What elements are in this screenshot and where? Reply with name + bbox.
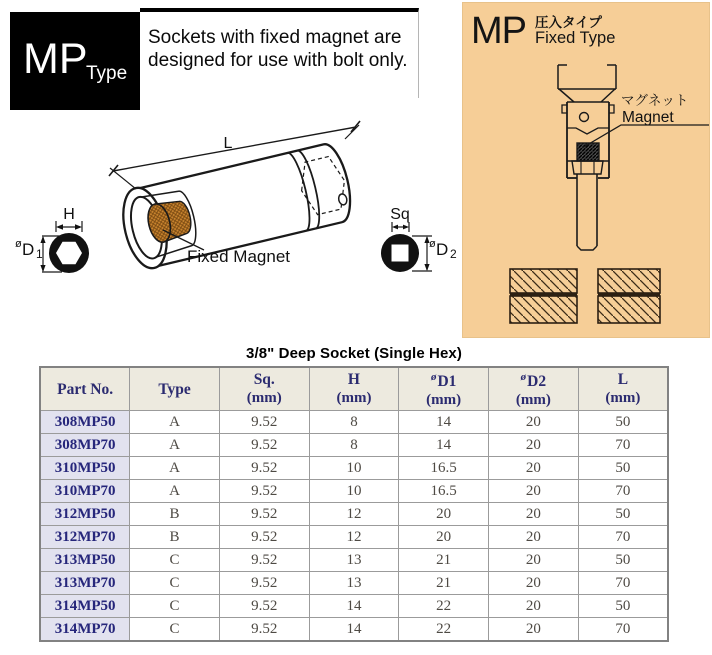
part-number-cell: 312MP70: [40, 526, 130, 549]
spec-table: [39, 366, 669, 642]
table-row: [40, 411, 668, 434]
spec-cell: 9.52: [219, 549, 309, 572]
part-number-cell: 313MP70: [40, 572, 130, 595]
part-number-cell: 308MP50: [40, 411, 130, 434]
spec-cell: 50: [578, 503, 668, 526]
description-box: [140, 8, 419, 98]
description-line1: Sockets with fixed magnet are: [148, 27, 402, 48]
spec-cell: 70: [578, 480, 668, 503]
part-number-cell: 312MP50: [40, 503, 130, 526]
dimension-L: [109, 121, 360, 189]
spec-cell: 70: [578, 526, 668, 549]
spec-cell: 14: [309, 618, 399, 642]
header-row: [40, 367, 668, 411]
svg-text:Sq: Sq: [390, 206, 410, 223]
part-number-cell: 310MP70: [40, 480, 130, 503]
magnet-block: [577, 143, 599, 161]
workpiece-plates: [510, 269, 660, 323]
logo-mp-text: MP: [23, 35, 88, 83]
column-header: L (mm): [578, 367, 668, 411]
spec-cell: 20: [489, 618, 579, 642]
spec-cell: 20: [489, 595, 579, 618]
spec-cell: 22: [399, 618, 489, 642]
spec-cell: 9.52: [219, 457, 309, 480]
svg-text:L: L: [223, 135, 233, 152]
bolt-head: [572, 161, 603, 174]
spec-cell: 20: [489, 503, 579, 526]
svg-text:マグネット: マグネット: [621, 93, 689, 108]
spec-cell: 21: [399, 572, 489, 595]
mp-type-logo: [10, 12, 140, 110]
spec-cell: 20: [489, 434, 579, 457]
part-number-cell: 310MP50: [40, 457, 130, 480]
spec-cell: 10: [309, 480, 399, 503]
bolt-holding-diagram: [463, 51, 709, 337]
spec-cell: 9.52: [219, 434, 309, 457]
spec-cell: 9.52: [219, 526, 309, 549]
spec-cell: 20: [489, 411, 579, 434]
table-row: [40, 618, 668, 642]
spec-cell: 9.52: [219, 480, 309, 503]
spec-cell: C: [130, 549, 220, 572]
svg-text:H: H: [63, 206, 75, 223]
spec-cell: 20: [489, 526, 579, 549]
bolt-shank: [577, 174, 597, 250]
fixed-type-panel: [462, 2, 710, 338]
panel-mp-text: MP: [471, 10, 526, 52]
svg-text:2: 2: [450, 247, 457, 261]
spec-cell: A: [130, 457, 220, 480]
part-number-cell: 314MP50: [40, 595, 130, 618]
spec-cell: 50: [578, 595, 668, 618]
logo-type-text: Type: [86, 63, 128, 84]
spec-cell: A: [130, 434, 220, 457]
spec-cell: 9.52: [219, 595, 309, 618]
spec-cell: 9.52: [219, 572, 309, 595]
spec-cell: 20: [399, 526, 489, 549]
spec-cell: A: [130, 411, 220, 434]
spec-cell: 20: [399, 503, 489, 526]
column-header: Type: [130, 367, 220, 411]
svg-text:ø: ø: [15, 238, 22, 250]
spec-cell: 12: [309, 526, 399, 549]
spec-cell: 13: [309, 572, 399, 595]
spec-cell: C: [130, 595, 220, 618]
description-line2: designed for use with bolt only.: [148, 50, 408, 71]
spec-cell: B: [130, 503, 220, 526]
spec-cell: 8: [309, 411, 399, 434]
svg-text:1: 1: [36, 247, 43, 261]
spec-cell: 20: [489, 457, 579, 480]
spec-cell: 16.5: [399, 457, 489, 480]
spec-cell: 13: [309, 549, 399, 572]
spec-table-section: [39, 345, 669, 642]
ball-hole: [338, 193, 348, 206]
column-header: Part No.: [40, 367, 130, 411]
svg-text:Magnet: Magnet: [622, 109, 674, 126]
spec-cell: 21: [399, 549, 489, 572]
pin-hole: [580, 113, 589, 122]
spec-cell: 22: [399, 595, 489, 618]
part-number-cell: 308MP70: [40, 434, 130, 457]
table-row: [40, 457, 668, 480]
spec-cell: 50: [578, 457, 668, 480]
spec-cell: C: [130, 572, 220, 595]
table-row: [40, 503, 668, 526]
table-row: [40, 572, 668, 595]
svg-text:D: D: [22, 240, 35, 259]
spec-cell: 9.52: [219, 503, 309, 526]
square-drive-icon: [381, 206, 457, 272]
svg-text:D: D: [436, 240, 449, 259]
spec-cell: 70: [578, 618, 668, 642]
spec-cell: 70: [578, 434, 668, 457]
column-header: $^ø$D2 (mm): [489, 367, 579, 411]
spec-cell: 16.5: [399, 480, 489, 503]
panel-heading: [471, 10, 616, 52]
column-header: Sq. (mm): [219, 367, 309, 411]
spec-cell: A: [130, 480, 220, 503]
spec-cell: 9.52: [219, 618, 309, 642]
table-row: [40, 549, 668, 572]
spec-cell: 10: [309, 457, 399, 480]
spec-cell: 9.52: [219, 411, 309, 434]
part-number-cell: 313MP50: [40, 549, 130, 572]
table-row: [40, 434, 668, 457]
spec-cell: 14: [309, 595, 399, 618]
column-header: $^ø$D1 (mm): [399, 367, 489, 411]
table-row: [40, 480, 668, 503]
table-title: 3/8" Deep Socket (Single Hex): [246, 345, 462, 362]
spec-cell: 20: [489, 549, 579, 572]
spec-cell: 12: [309, 503, 399, 526]
table-row: [40, 526, 668, 549]
hex-end-icon: [15, 206, 89, 273]
svg-text:ø: ø: [429, 238, 436, 250]
table-row: [40, 595, 668, 618]
spec-cell: 20: [489, 572, 579, 595]
socket-cutaway-diagram: [0, 105, 462, 320]
spec-cell: 50: [578, 549, 668, 572]
spec-cell: B: [130, 526, 220, 549]
spec-cell: C: [130, 618, 220, 642]
spec-cell: 14: [399, 411, 489, 434]
spec-cell: 70: [578, 572, 668, 595]
svg-text:Fixed Magnet: Fixed Magnet: [187, 247, 290, 266]
spec-cell: 8: [309, 434, 399, 457]
spec-cell: 14: [399, 434, 489, 457]
part-number-cell: 314MP70: [40, 618, 130, 642]
panel-subtitle-en: Fixed Type: [535, 29, 616, 47]
spec-cell: 20: [489, 480, 579, 503]
column-header: H (mm): [309, 367, 399, 411]
panel-subtitle-jp: 圧入タイプ: [535, 15, 602, 30]
vertical-socket: [558, 65, 616, 250]
spec-cell: 50: [578, 411, 668, 434]
